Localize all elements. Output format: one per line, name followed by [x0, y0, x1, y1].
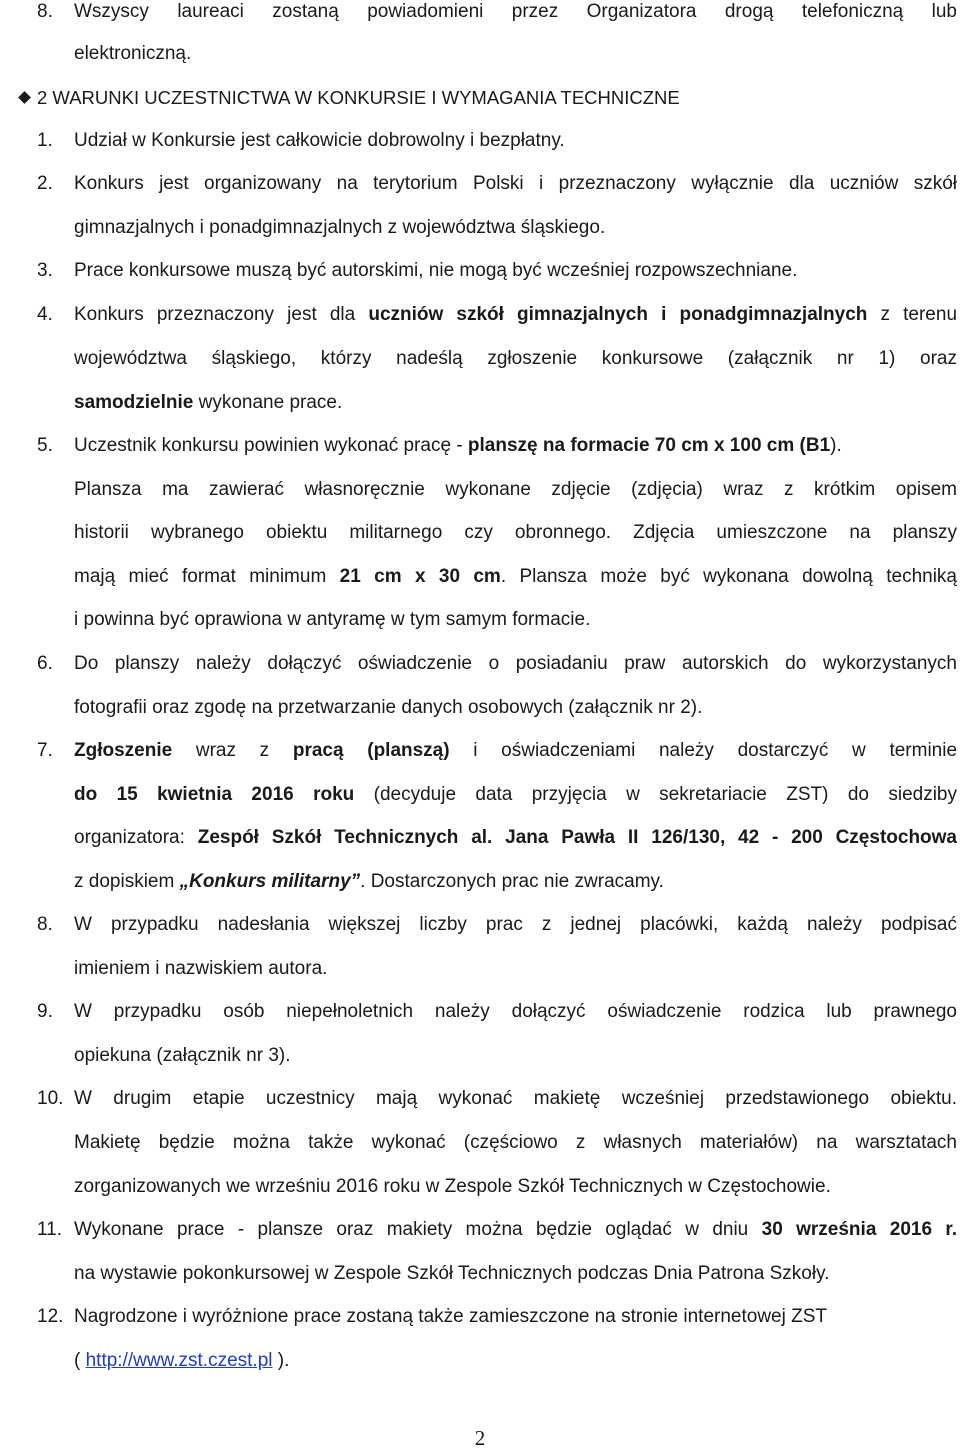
list-number: 12.	[37, 1306, 64, 1327]
paragraph-line: Prace konkursowe muszą być autorskimi, nie mogą być wcześniej rozpowszechniane.	[74, 260, 798, 281]
paragraph-line: W przypadku osób niepełnoletnich należy dołączyć oświadczenie rodzica lub prawnego	[74, 1001, 957, 1022]
paragraph-line: fotografii oraz zgodę na przetwarzanie danych osobowych (załącznik nr 2).	[74, 697, 703, 718]
list-number: 2.	[37, 173, 53, 194]
list-number: 1.	[37, 130, 53, 151]
section-title: 2 WARUNKI UCZESTNICTWA W KONKURSIE I WYMAGANIA TECHNICZNE	[37, 87, 680, 108]
paragraph-line: opiekuna (załącznik nr 3).	[74, 1045, 291, 1066]
paragraph-line: Plansza ma zawierać własnoręcznie wykonane zdjęcie (zdjęcia) wraz z krótkim opisem	[74, 479, 957, 500]
list-number: 3.	[37, 260, 53, 281]
paragraph-line: W drugim etapie uczestnicy mają wykonać makietę wcześniej przedstawionego obiektu.	[74, 1088, 957, 1109]
paragraph-line: samodzielnie wykonane prace.	[74, 392, 343, 413]
paragraph-line: organizatora: Zespół Szkół Technicznych al. Jana Pawła II 126/130, 42 - 200 Częstochowa	[74, 827, 957, 848]
diamond-bullet-icon	[18, 91, 31, 104]
list-number: 9.	[37, 1001, 53, 1022]
section-heading	[20, 86, 680, 110]
paragraph-line: Konkurs jest organizowany na terytorium Polski i przeznaczony wyłącznie dla uczniów szkół	[74, 173, 957, 194]
page-number: 2	[474, 1426, 486, 1450]
paragraph-line: W przypadku nadesłania większej liczby prac z jednej placówki, każdą należy podpisać	[74, 914, 957, 935]
list-number: 5.	[37, 435, 53, 456]
website-link[interactable]: http://www.zst.czest.pl	[85, 1350, 273, 1371]
paragraph-line: imieniem i nazwiskiem autora.	[74, 958, 328, 979]
paragraph-line: gimnazjalnych i ponadgimnazjalnych z województwa śląskiego.	[74, 217, 606, 238]
list-number: 10.	[37, 1088, 64, 1109]
paragraph-line: Uczestnik konkursu powinien wykonać pracę - planszę na formacie 70 cm x 100 cm (B1).	[74, 435, 842, 456]
paragraph-line: Nagrodzone i wyróżnione prace zostaną także zamieszczone na stronie internetowej ZST	[74, 1306, 827, 1327]
paragraph-line: do 15 kwietnia 2016 roku (decyduje data przyjęcia w sekretariacie ZST) do siedziby	[74, 784, 957, 805]
paragraph-line: Makietę będzie można także wykonać (częściowo z własnych materiałów) na warsztatach	[74, 1132, 957, 1153]
paragraph-line: mają mieć format minimum 21 cm x 30 cm. Plansza może być wykonana dowolną techniką	[74, 566, 957, 587]
paragraph-line: zorganizowanych we wrześniu 2016 roku w Zespole Szkół Technicznych w Częstochowie.	[74, 1176, 831, 1197]
list-number: 6.	[37, 653, 53, 674]
paragraph-line: Wykonane prace - plansze oraz makiety można będzie oglądać w dniu 30 września 2016 r.	[74, 1219, 957, 1240]
paragraph-line: Udział w Konkursie jest całkowicie dobrowolny i bezpłatny.	[74, 130, 565, 151]
list-number: 8.	[37, 1, 53, 22]
paragraph-line: na wystawie pokonkursowej w Zespole Szkół Technicznych podczas Dnia Patrona Szkoły.	[74, 1263, 830, 1284]
list-number: 7.	[37, 740, 53, 761]
paragraph-line: Konkurs przeznaczony jest dla uczniów szkół gimnazjalnych i ponadgimnazjalnych z terenu	[74, 304, 957, 325]
paragraph-line: historii wybranego obiektu militarnego czy obronnego. Zdjęcia umieszczone na planszy	[74, 522, 957, 543]
paragraph-line: ( http://www.zst.czest.pl ).	[74, 1350, 290, 1371]
paragraph-line: elektroniczną.	[74, 43, 192, 64]
paragraph-line: Zgłoszenie wraz z pracą (planszą) i oświadczeniami należy dostarczyć w terminie	[74, 740, 957, 761]
paragraph-line: województwa śląskiego, którzy nadeślą zgłoszenie konkursowe (załącznik nr 1) oraz	[74, 348, 957, 369]
list-number: 11.	[37, 1219, 63, 1240]
paragraph-line: Wszyscy laureaci zostaną powiadomieni przez Organizatora drogą telefoniczną lub	[74, 1, 957, 22]
paragraph-line: i powinna być oprawiona w antyramę w tym samym formacie.	[74, 609, 591, 630]
paragraph-line: Do planszy należy dołączyć oświadczenie o posiadaniu praw autorskich do wykorzystanych	[74, 653, 957, 674]
list-number: 4.	[37, 304, 53, 325]
list-number: 8.	[37, 914, 53, 935]
paragraph-line: z dopiskiem „Konkurs militarny”. Dostarczonych prac nie zwracamy.	[74, 871, 664, 892]
